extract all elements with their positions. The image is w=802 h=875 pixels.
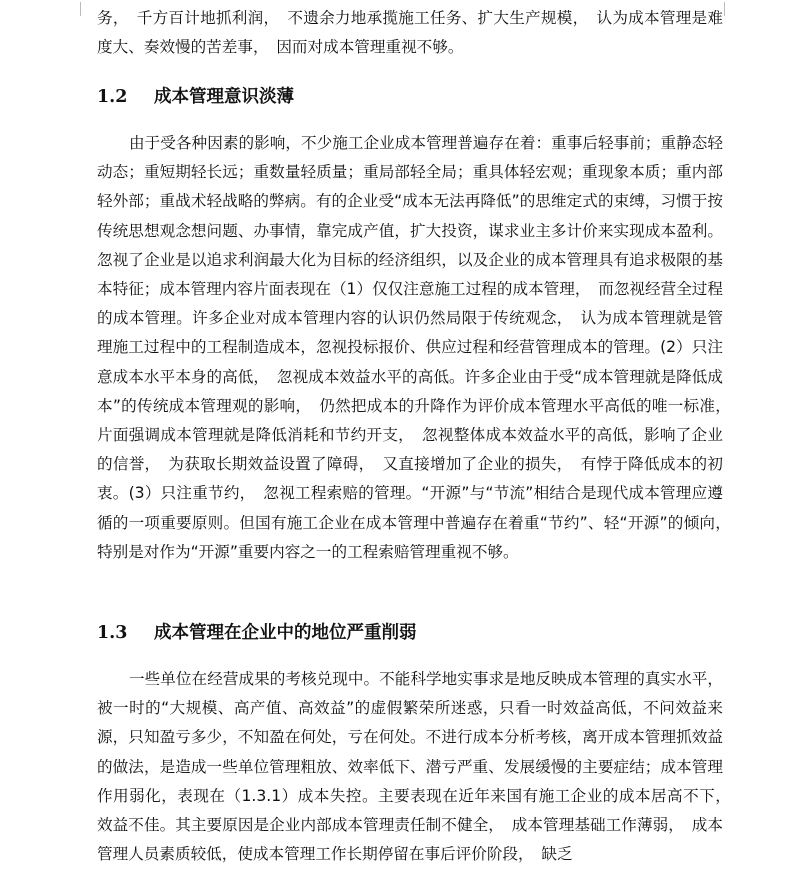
section-title: 成本管理在企业中的地位严重削弱 — [154, 623, 417, 643]
section-heading-1-3 — [97, 621, 417, 645]
section-heading-1-2 — [97, 85, 294, 109]
page-corner-mark-right — [724, 2, 743, 16]
paragraph-continued — [97, 4, 723, 62]
paragraph-text: 由于受各种因素的影响，不少施工企业成本管理普遍存在着：重事后轻事前；重静态轻动态；重短期轻长远；重数量轻质量；重局部轻全局；重具体轻宏观；重现象本质；重内部轻外部；重战术轻战略的弊病。有的企业受“成本无法再降低”的思维定式的束缚，习惯于按传统思想观念想问题、办事情，靠完成产值，扩大投资，谋求业主多计价来实现成本盈利。忽视了企业是以追求利润最大化为目标的经济组织，以及企业的成本管理具有追求极限的基本特征；成本管理内容片面表现在（1）仅仅注意施工过程的成本管理， 而忽视经营全过程的成本管理。许多企业对成本管理内容的认识仍然局限于传统观念， 认为成本管理就是管理施工过程中的工程制造成本，忽视投标报价、供应过程和经营管理成本的管理。(2）只注意成本水平本身的高低， 忽视成本效益水平的高低。许多企业由于受“成本管理就是降低成本”的传统成本管理观的影响， 仍然把成本的升降作为评价成本管理水平高低的唯一标准， 片面强调成本管理就是降低消耗和节约开支， 忽视整体成本效益水平的高低，影响了企业的信誉， 为获取长期效益设置了障碍， 又直接增加了企业的损失， 有悖于降低成本的初衷。(3）只注重节约， 忽视工程索赔的管理。“开源”与“节流”相结合是现代成本管理应遵循的一项重要原则。但国有施工企业在成本管理中普遍存在着重“节约”、轻“开源”的倾向， 特别是对作为“开源”重要内容之一的工程索赔管理重视不够。 — [97, 134, 739, 561]
section-number: 1.2 — [97, 87, 128, 107]
paragraph-text: 一些单位在经营成果的考核兑现中。不能科学地实事求是地反映成本管理的真实水平，被一时的“大规模、高产值、高效益”的虚假繁荣所迷惑，只看一时效益高低，不问效益来源，只知盈亏多少，不知盈在何处，亏在何处。不进行成本分析考核，离开成本管理抓效益的做法，是造成一些单位管理粗放、效率低下、潜亏严重、发展缓慢的主要症结；成本管理作用弱化，表现在（1.3.1）成本失控。主要表现在近年来国有施工企业的成本居高不下， 效益不佳。其主要原因是企业内部成本管理责任制不健全， 成本管理基础工作薄弱， 成本管理人员素质较低，使成本管理工作长期停留在事后评价阶段， 缺乏 — [97, 670, 739, 864]
paragraph-awareness — [97, 129, 739, 567]
page-corner-mark-left — [62, 2, 81, 16]
paragraph-status — [97, 665, 739, 869]
section-title: 成本管理意识淡薄 — [154, 87, 294, 107]
section-number: 1.3 — [97, 623, 128, 643]
paragraph-text: 务， 千方百计地抓利润， 不遗余力地承揽施工任务、扩大生产规模， 认为成本管理是难度大、奏效慢的苦差事， 因而对成本管理重视不够。 — [97, 9, 723, 57]
